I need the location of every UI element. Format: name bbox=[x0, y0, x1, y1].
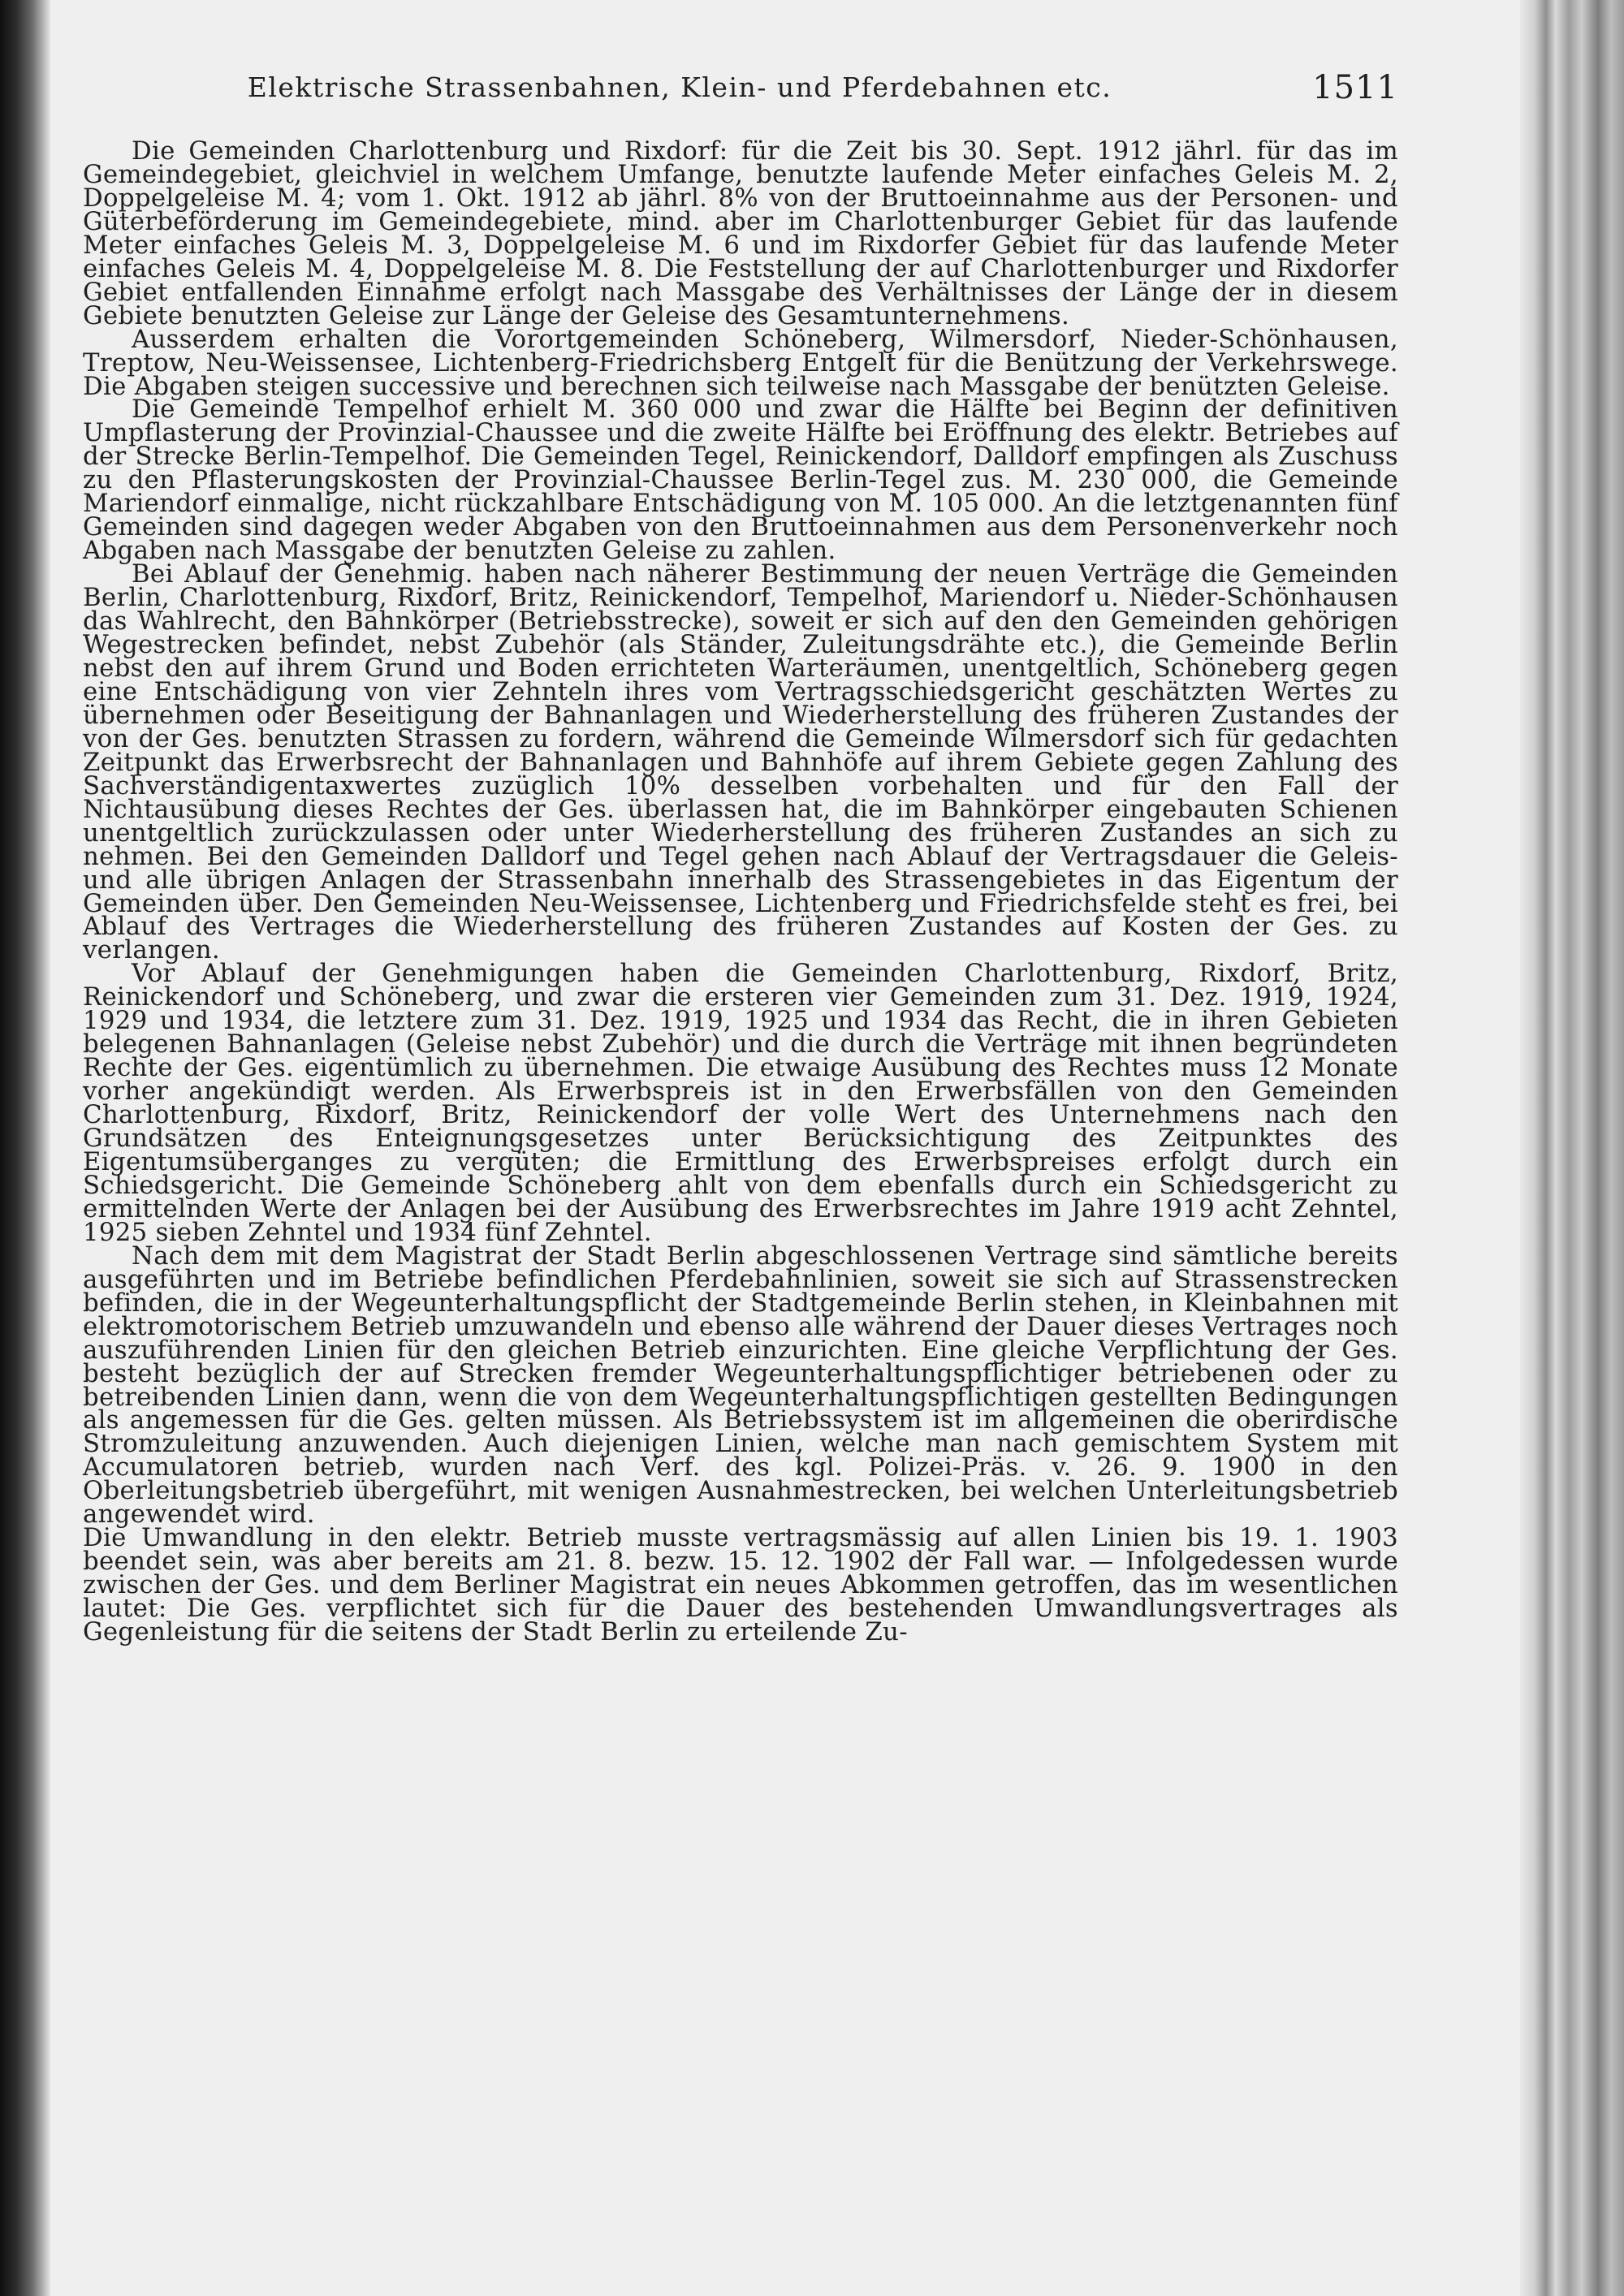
scan-left-edge bbox=[0, 0, 50, 2296]
paragraph-7: Die Umwandlung in den elektr. Betrieb musste vertragsmässig auf allen Linien bis 19. 1. 1903 beendet sein, was aber bereits am 21. 8. bezw. 15. 12. 1902 der Fall war. — Infolgedessen wurde zwischen der Ges. und dem Berliner Magistrat ein neues Abkommen getroffen, das im wesentlichen lautet: Die Ges. verpflichtet sich für die Dauer des bestehenden Umwandlungsvertrages als Gegenleistung für die seitens der Stadt Berlin zu erteilende Zu- bbox=[83, 1523, 1398, 1647]
body-text bbox=[83, 136, 1398, 1647]
paragraph-2: Ausserdem erhalten die Vorortgemeinden Schöneberg, Wilmersdorf, Nieder-Schönhausen, Treptow, Neu-Weissensee, Lichtenberg-Friedrichsberg Entgelt für die Benützung der Verkehrswege. Die Abgaben steigen successive und berechnen sich teilweise nach Massgabe der benützten Geleise. bbox=[83, 324, 1398, 401]
paragraph-3: Die Gemeinde Tempelhof erhielt M. 360 000 und zwar die Hälfte bei Beginn der definitiven Umpflasterung der Provinzial-Chaussee und die zweite Hälfte bei Eröffnung des elektr. Betriebes auf der Strecke Berlin-Tempelhof. Die Gemeinden Tegel, Reinickendorf, Dalldorf empfingen als Zuschuss zu den Pflasterungskosten der Provinzial-Chaussee Berlin-Tegel zus. M. 230 000, die Gemeinde Mariendorf einmalige, nicht rückzahlbare Entschädigung von M. 105 000. An die letztgenannten fünf Gemeinden sind dagegen weder Abgaben von den Bruttoeinnahmen aus dem Personenverkehr noch Abgaben nach Massgabe der benutzten Geleise zu zahlen. bbox=[83, 395, 1398, 566]
running-title: Elektrische Strassenbahnen, Klein- und Pferdebahnen etc. bbox=[247, 71, 1112, 103]
paragraph-6: Nach dem mit dem Magistrat der Stadt Berlin abgeschlossenen Vertrage sind sämtliche bereits ausgeführten und im Betriebe befindlichen Pferdebahnlinien, soweit sie sich auf Strassenstrecken befinden, die in der Wegeunterhaltungspflicht der Stadtgemeinde Berlin stehen, in Kleinbahnen mit elektromotorischem Betrieb umzuwandeln und ebenso alle während der Dauer dieses Vertrages noch auszuführenden Linien für den gleichen Betrieb einzurichten. Eine gleiche Verpflichtung der Ges. besteht bezüglich der auf Strecken fremder Wegeunterhaltungspflichtiger betriebenen oder zu betreibenden Linien dann, wenn die von dem Wegeunterhaltungspflichtigen gestellten Bedingungen als angemessen für die Ges. gelten müssen. Als Betriebssystem ist im allgemeinen die oberirdische Stromzuleitung anzuwenden. Auch diejenigen Linien, welche man nach gemischtem System mit Accumulatoren betrieb, wurden nach Verf. des kgl. Polizei-Präs. v. 26. 9. 1900 in den Oberleitungsbetrieb übergeführt, mit wenigen Ausnahmestrecken, bei welchen Unterleitungsbetrieb angewendet wird. bbox=[83, 1241, 1398, 1530]
paragraph-4: Bei Ablauf der Genehmig. haben nach näherer Bestimmung der neuen Verträge die Gemeinden Berlin, Charlottenburg, Rixdorf, Britz, Reinickendorf, Tempelhof, Mariendorf u. Nieder-Schönhausen das Wahlrecht, den Bahnkörper (Betriebsstrecke), soweit er sich auf den den Gemeinden gehörigen Wegestrecken befindet, nebst Zubehör (als Ständer, Zuleitungsdrähte etc.), die Gemeinde Berlin nebst den auf ihrem Grund und Boden errichteten Warteräumen, unentgeltlich, Schöneberg gegen eine Entschädigung von vier Zehnteln ihres vom Vertragsschiedsgericht geschätzten Wertes zu übernehmen oder Beseitigung der Bahnanlagen und Wiederherstellung des früheren Zustandes der von der Ges. benutzten Strassen zu fordern, während die Gemeinde Wilmersdorf sich für gedachten Zeitpunkt das Erwerbsrecht der Bahnanlagen und Bahnhöfe auf ihrem Gebiete gegen Zahlung des Sachverständigentaxwertes zuzüglich 10% desselben vorbehalten und für den Fall der Nichtausübung dieses Rechtes der Ges. überlassen hat, die im Bahnkörper eingebauten Schienen unentgeltlich zurückzulassen oder unter Wiederherstellung des früheren Zustandes an sich zu nehmen. Bei den Gemeinden Dalldorf und Tegel gehen nach Ablauf der Vertragsdauer die Geleis- und alle übrigen Anlagen der Strassenbahn innerhalb des Strassengebietes in das Eigentum der Gemeinden über. Den Gemeinden Neu-Weissensee, Lichtenberg und Friedrichsfelde steht es frei, bei Ablauf des Vertrages die Wiederherstellung des früheren Zustandes auf Kosten der Ges. zu verlangen. bbox=[83, 559, 1398, 965]
scan-right-edge bbox=[1520, 0, 1624, 2296]
paragraph-5: Vor Ablauf der Genehmigungen haben die Gemeinden Charlottenburg, Rixdorf, Britz, Reinickendorf und Schöneberg, und zwar die ersteren vier Gemeinden zum 31. Dez. 1919, 1924, 1929 und 1934, die letztere zum 31. Dez. 1919, 1925 und 1934 das Recht, die in ihren Gebieten belegenen Bahnanlagen (Geleise nebst Zubehör) und die durch die Verträge mit ihnen begründeten Rechte der Ges. eigentümlich zu übernehmen. Die etwaige Ausübung des Rechtes muss 12 Monate vorher angekündigt werden. Als Erwerbspreis ist in den Erwerbsfällen von den Gemeinden Charlottenburg, Rixdorf, Britz, Reinickendorf der volle Wert des Unternehmens nach den Grundsätzen des Enteignungsgesetzes unter Berücksichtigung des Zeitpunktes des Eigentumsüberganges zu vergüten; die Ermittlung des Erwerbspreises erfolgt durch ein Schiedsgericht. Die Gemeinde Schöneberg ahlt von dem ebenfalls durch ein Schiedsgericht zu ermittelnden Werte der Anlagen bei der Ausübung des Erwerbsrechtes im Jahre 1919 acht Zehntel, 1925 sieben Zehntel und 1934 fünf Zehntel. bbox=[83, 959, 1398, 1247]
page-header bbox=[83, 63, 1398, 112]
paragraph-1: Die Gemeinden Charlottenburg und Rixdorf: für die Zeit bis 30. Sept. 1912 jährl. für das im Gemeindegebiet, gleichviel in welchem Umfange, benutzte laufende Meter einfaches Geleis M. 2, Doppelgeleise M. 4; vom 1. Okt. 1912 ab jährl. 8% von der Bruttoeinnahme aus der Personen- und Güterbeförderung im Gemeindegebiete, mind. aber im Charlottenburger Gebiet für das laufende Meter einfaches Geleis M. 3, Doppelgeleise M. 6 und im Rixdorfer Gebiet für das laufende Meter einfaches Geleis M. 4, Doppelgeleise M. 8. Die Feststellung der auf Charlottenburger und Rixdorfer Gebiet entfallenden Einnahme erfolgt nach Massgabe des Verhältnisses der Länge der in diesem Gebiete benutzten Geleise zur Länge der Geleise des Gesamtunternehmens. bbox=[83, 136, 1398, 330]
page-number: 1511 bbox=[1312, 69, 1398, 106]
